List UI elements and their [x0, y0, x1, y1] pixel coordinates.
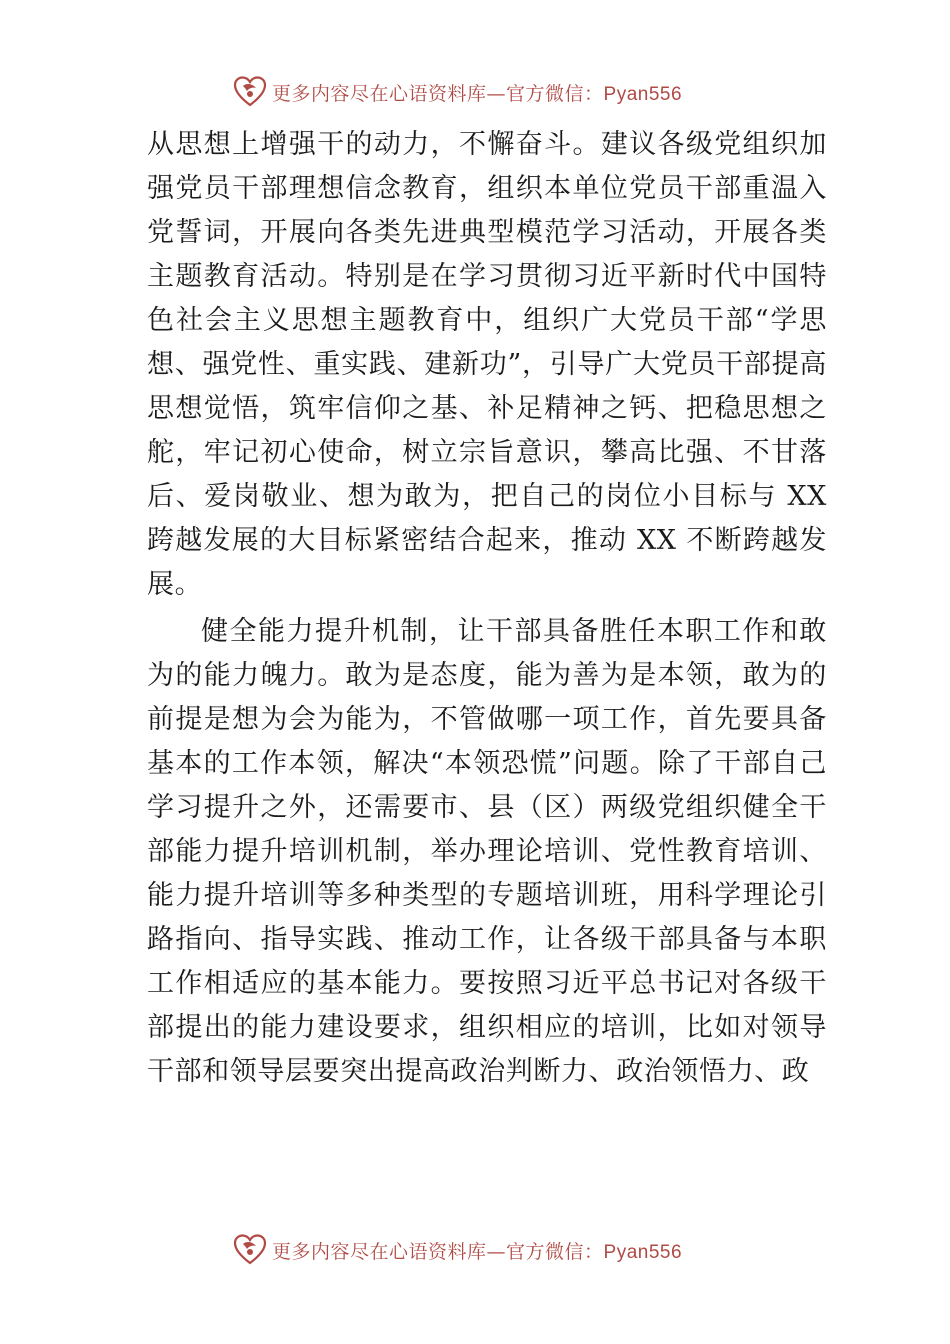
footer-watermark — [232, 1230, 682, 1270]
watermark-handle: Pyan556 — [603, 83, 683, 105]
watermark-text: 更多内容尽在心语资料库—官方微信：Pyan556 — [272, 82, 683, 105]
watermark-handle: Pyan556 — [603, 1241, 683, 1263]
header-watermark — [232, 72, 682, 112]
paragraph-2: 健全能力提升机制，让干部具备胜任本职工作和敢为的能力魄力。敢为是态度，能为善为是本领，敢为的前提是想为会为能为，不管做哪一项工作，首先要具备基本的工作本领，解决“本领恐慌”问题。除了干部自己学习提升之外，还需要市、县（区）两级党组织健全干部能力提升培训机制，举办理论培训、党性教育培训、能力提升培训等多种类型的专题培训班，用科学理论引路指向、指导实践、推动工作，让各级干部具备与本职工作相适应的基本能力。要按照习近平总书记对各级干部提出的能力建设要求，组织相应的培训，比如对领导干部和领导层要突出提高政治判断力、政治领悟力、政 — [147, 616, 827, 1087]
heart-logo-icon — [232, 74, 268, 110]
heart-logo-icon — [232, 1232, 268, 1268]
watermark-text: 更多内容尽在心语资料库—官方微信：Pyan556 — [272, 1240, 683, 1263]
paragraph-1: 从思想上增强干的动力，不懈奋斗。建议各级党组织加强党员干部理想信念教育，组织本单位党员干部重温入党誓词，开展向各类先进典型模范学习活动，开展各类主题教育活动。特别是在学习贯彻习近平新时代中国特色社会主义思想主题教育中，组织广大党员干部“学思想、强党性、重实践、建新功”，引导广大党员干部提高思想觉悟，筑牢信仰之基、补足精神之钙、把稳思想之舵，牢记初心使命，树立宗旨意识，攀高比强、不甘落后、爱岗敬业、想为敢为，把自己的岗位小目标与 XX 跨越发展的大目标紧密结合起来，推动 XX 不断跨越发展。 — [147, 129, 827, 600]
